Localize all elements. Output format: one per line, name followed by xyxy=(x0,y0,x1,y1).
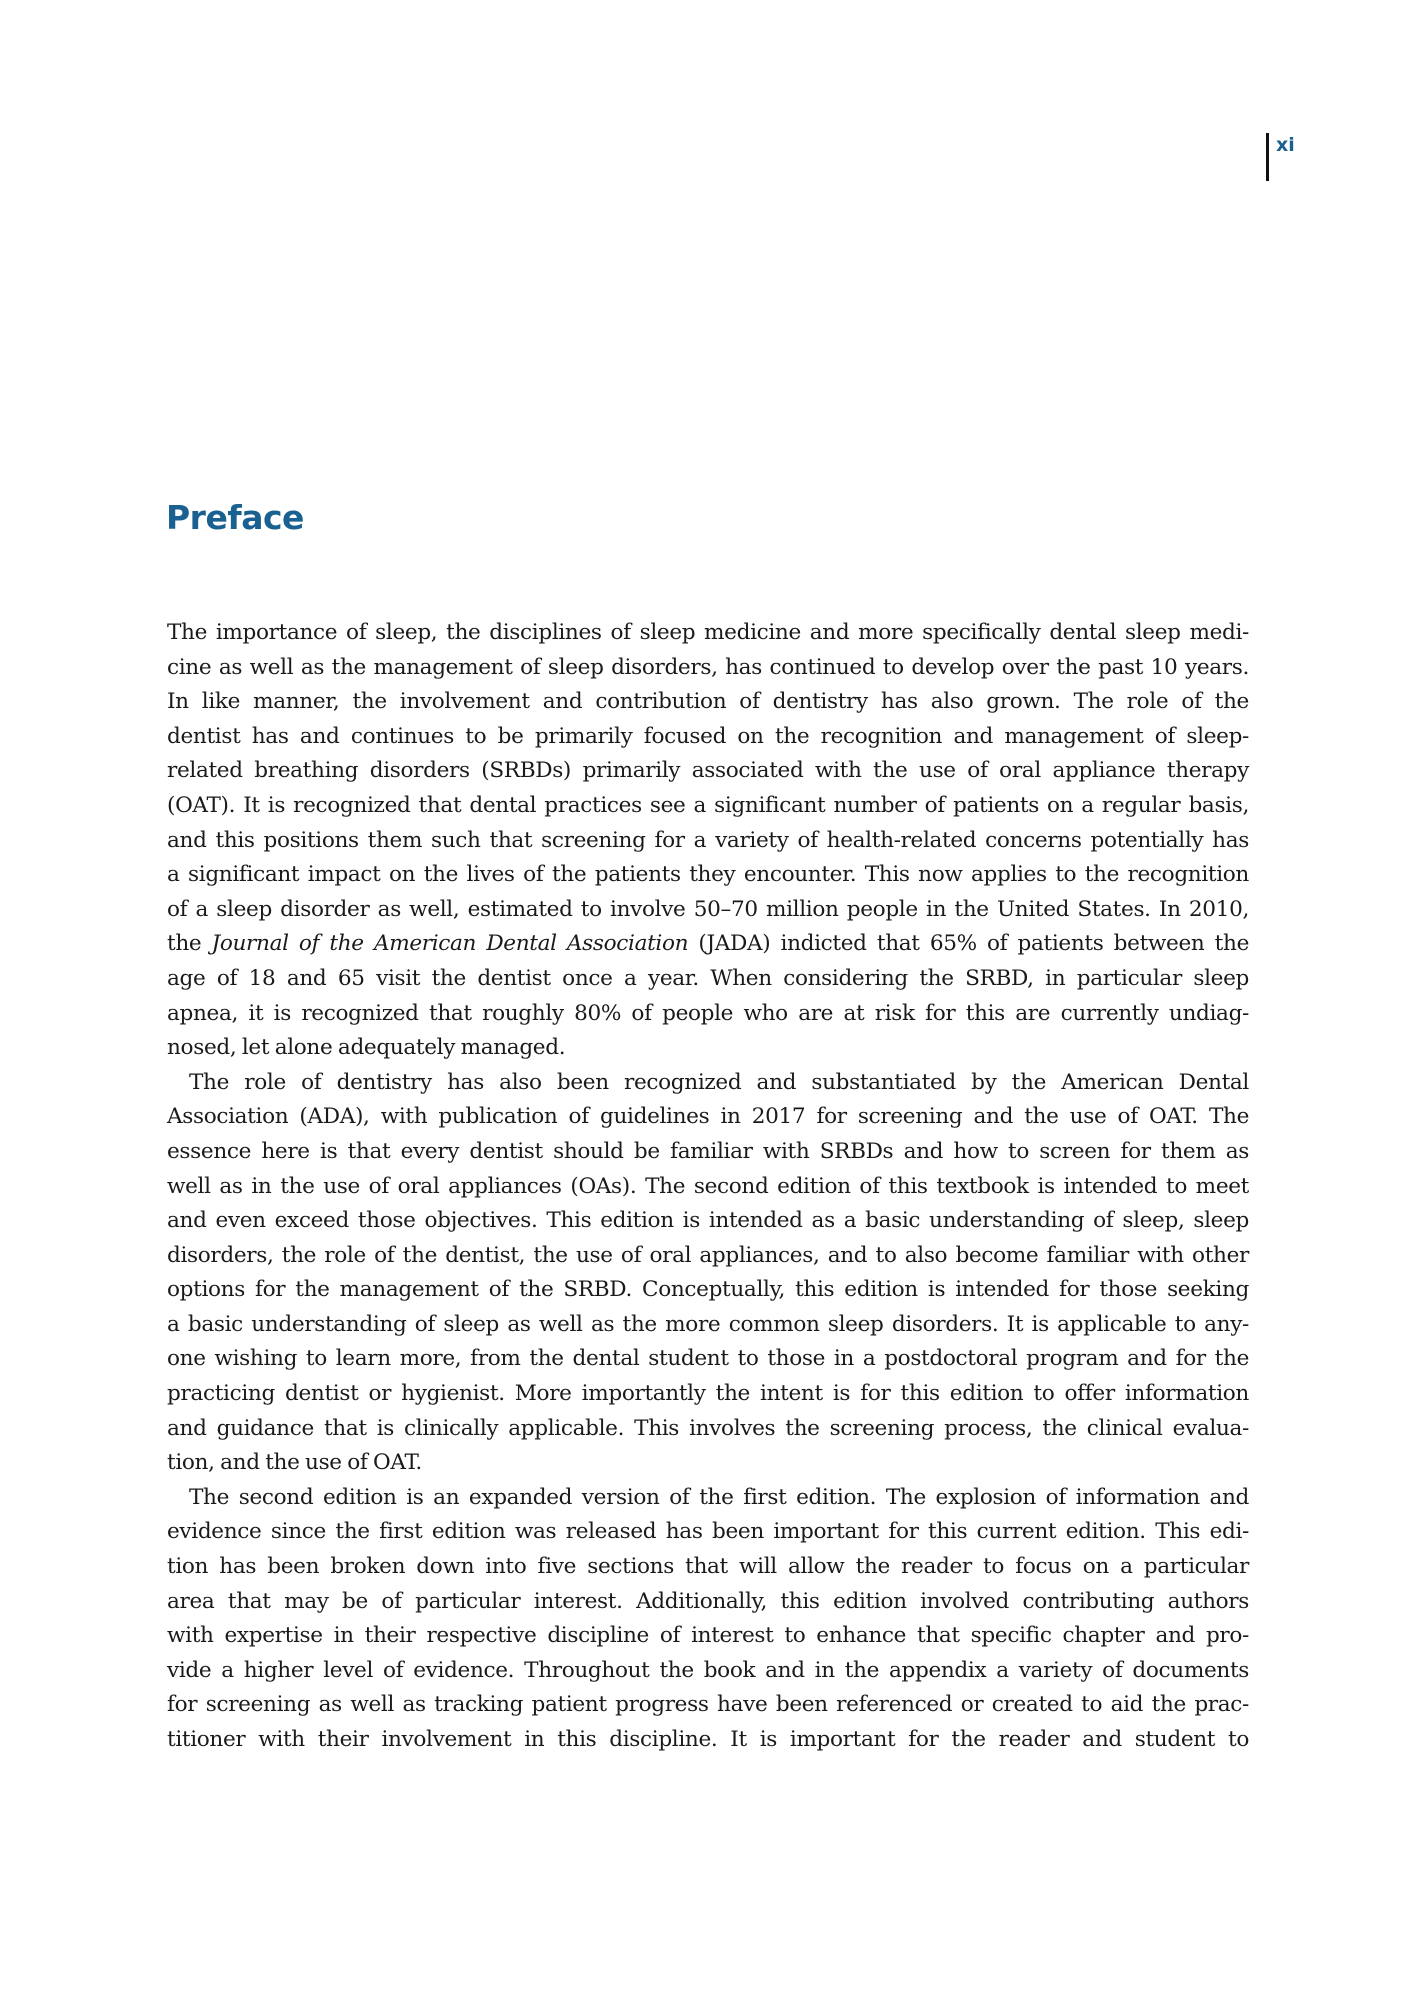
text-line: dentist has and continues to be primarily focused on the recognition and management of sleep- xyxy=(167,723,1249,749)
text-run: the xyxy=(167,931,212,957)
text-line: Association (ADA), with publication of guidelines in 2017 for screening and the use of OAT. The xyxy=(167,1104,1249,1130)
text-line: tion has been broken down into five sections that will allow the reader to focus on a particular xyxy=(167,1554,1249,1580)
text-line xyxy=(167,927,1249,962)
text-line: related breathing disorders (SRBDs) primarily associated with the use of oral appliance therapy xyxy=(167,758,1249,784)
text-line: titioner with their involvement in this discipline. It is important for the reader and student to xyxy=(167,1727,1249,1752)
page-number: xi xyxy=(1276,134,1295,156)
text-line: vide a higher level of evidence. Throughout the book and in the appendix a variety of documents xyxy=(167,1657,1249,1683)
journal-title: Journal of the American Dental Association xyxy=(211,931,689,957)
text-line: disorders, the role of the dentist, the use of oral appliances, and to also become familiar with other xyxy=(167,1242,1249,1268)
paragraph xyxy=(167,616,1249,1066)
text-line: The importance of sleep, the disciplines of sleep medicine and more specifically dental sleep medi- xyxy=(167,620,1249,645)
text-line: and even exceed those objectives. This edition is intended as a basic understanding of sleep, sleep xyxy=(167,1208,1249,1234)
text-line: and guidance that is clinically applicable. This involves the screening process, the clinical evalua- xyxy=(167,1415,1249,1441)
text-line: tion, and the use of OAT. xyxy=(167,1450,422,1476)
text-line: a significant impact on the lives of the patients they encounter. This now applies to the recognition xyxy=(167,862,1249,888)
text-line: and this positions them such that screening for a variety of health-related concerns potentially has xyxy=(167,827,1249,853)
text-line: age of 18 and 65 visit the dentist once a year. When considering the SRBD, in particular sleep xyxy=(167,965,1249,991)
text-line: The second edition is an expanded version of the first edition. The explosion of information and xyxy=(189,1484,1249,1510)
text-line: apnea, it is recognized that roughly 80% of people who are at risk for this are currently undiag- xyxy=(167,1000,1249,1026)
text-line: options for the management of the SRBD. Conceptually, this edition is intended for those seeking xyxy=(167,1277,1249,1303)
text-line: well as in the use of oral appliances (OAs). The second edition of this textbook is intended to meet xyxy=(167,1173,1249,1199)
text-line: evidence since the first edition was released has been important for this current edition. This edi- xyxy=(167,1519,1249,1545)
folio-rule xyxy=(1266,133,1269,181)
text-line: practicing dentist or hygienist. More importantly the intent is for this edition to offer information xyxy=(167,1381,1249,1407)
text-line: for screening as well as tracking patient progress have been referenced or created to aid the prac- xyxy=(167,1692,1249,1718)
page-title: Preface xyxy=(166,498,304,537)
text-line: nosed, let alone adequately managed. xyxy=(167,1035,566,1061)
paragraph xyxy=(167,1481,1249,1758)
text-line: In like manner, the involvement and contribution of dentistry has also grown. The role of the xyxy=(167,689,1249,715)
text-line: a basic understanding of sleep as well as the more common sleep disorders. It is applicable to any- xyxy=(167,1311,1249,1337)
text-line: The role of dentistry has also been recognized and substantiated by the American Dental xyxy=(189,1069,1249,1095)
text-line: essence here is that every dentist should be familiar with SRBDs and how to screen for them as xyxy=(167,1138,1249,1164)
body-text xyxy=(167,616,1249,1758)
text-line: cine as well as the management of sleep disorders, has continued to develop over the past 10 years. xyxy=(167,654,1249,680)
text-line: one wishing to learn more, from the dental student to those in a postdoctoral program and for the xyxy=(167,1346,1249,1372)
text-line: area that may be of particular interest. Additionally, this edition involved contributing authors xyxy=(167,1588,1249,1614)
text-line: (OAT). It is recognized that dental practices see a significant number of patients on a regular basis, xyxy=(167,792,1249,818)
text-run: (JADA) indicted that 65% of patients between the xyxy=(688,931,1249,957)
text-line: with expertise in their respective discipline of interest to enhance that specific chapter and pro- xyxy=(167,1623,1249,1649)
paragraph xyxy=(167,1066,1249,1481)
text-line: of a sleep disorder as well, estimated to involve 50–70 million people in the United States. In 2010, xyxy=(167,896,1249,922)
